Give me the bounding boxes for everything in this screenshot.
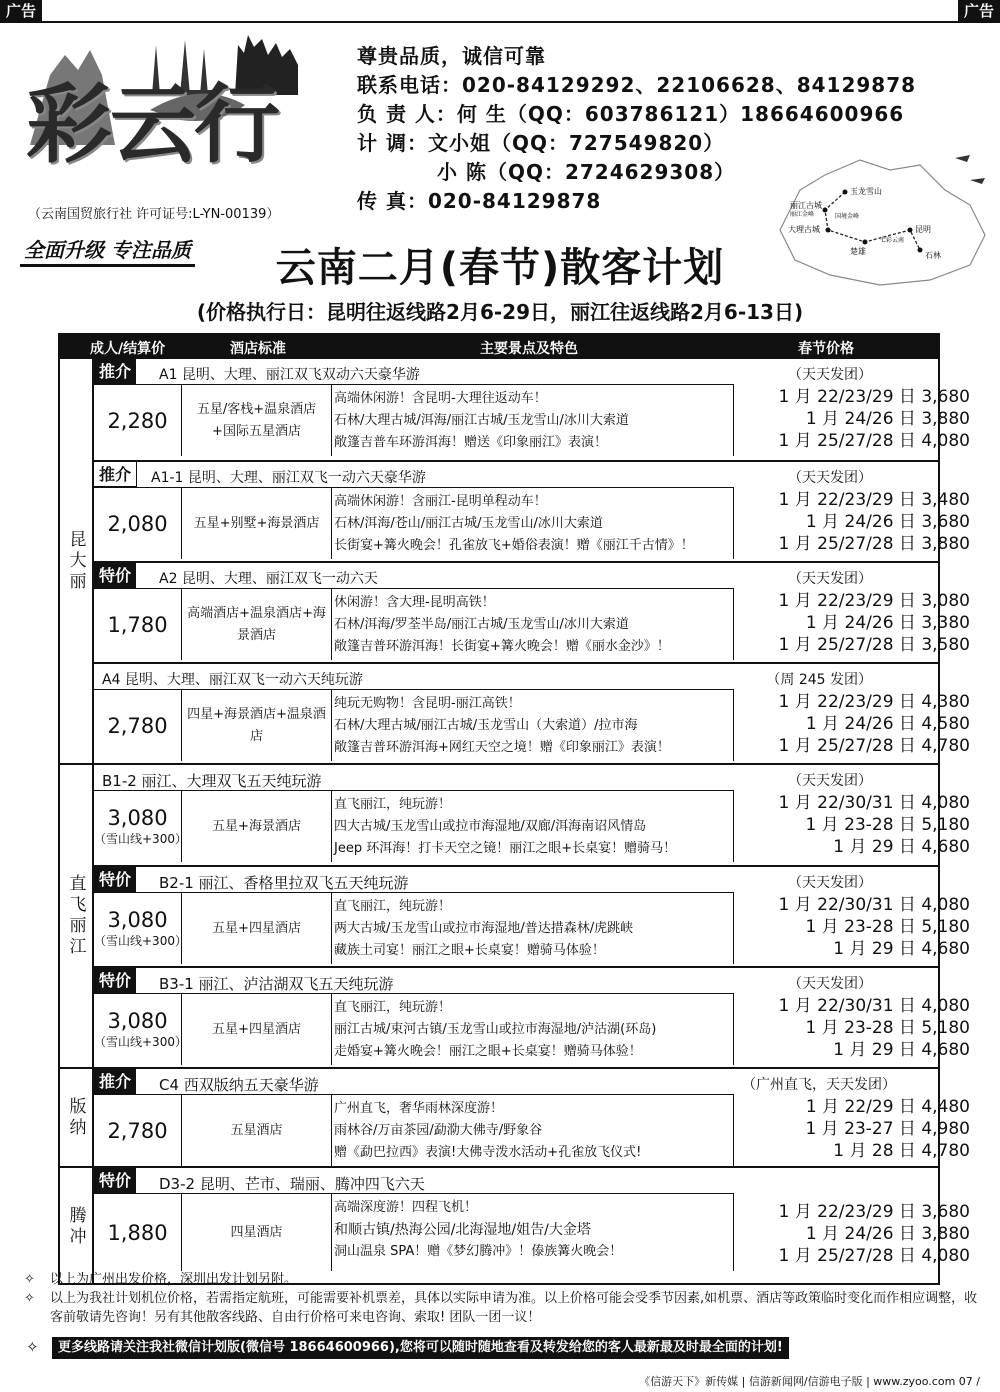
date-price: 1 月 22/23/29 日 3,480 (778, 490, 970, 510)
feature-line: 高端休闲游！含昆明-大理往返动车！ (334, 391, 547, 406)
package-price: 1,880 (107, 1220, 168, 1245)
package-name: A4 昆明、大理、丽江双飞一动六天纯玩游 (102, 672, 363, 688)
package-name: A1 昆明、大理、丽江双飞双动六天豪华游 (159, 367, 420, 383)
coordinator2-line: 小 陈（QQ：2724629308） (437, 160, 736, 184)
date-price: 1 月 23-28 日 5,180 (805, 1018, 970, 1038)
date-price: 1 月 22/30/31 日 4,080 (778, 895, 970, 915)
logo-wordmark: 彩云行 (26, 74, 278, 175)
date-price: 1 月 22/23/29 日 3,080 (778, 591, 970, 611)
license-number: （云南国贸旅行社 许可证号:L-YN-00139） (28, 207, 280, 222)
feature-line: 休闲游！含大理-昆明高铁！ (334, 595, 495, 610)
map-label-dali: 大理古城 (788, 225, 820, 234)
package-price: 2,280 (107, 408, 168, 433)
feature-line: 洞山温泉 SPA！赠《梦幻腾冲》！傣族篝火晚会！ (334, 1244, 623, 1259)
package-hotel: 五星+海景酒店 (182, 791, 332, 862)
package-hotel: 四星+海景酒店+温泉酒店 (182, 690, 332, 761)
feature-line: 雨林谷/万亩茶园/勐泐大佛寺/野象谷 (334, 1123, 543, 1138)
note-item: ✧ 以上为广州出发价格，深圳出发计划另附。 (24, 1272, 298, 1287)
package-badge: 特价 (94, 968, 136, 993)
feature-line: Jeep 环洱海！打卡天空之镜！丽江之眼+长桌宴！赠骑马！ (334, 841, 677, 856)
feature-line: 敞篷吉普车环游洱海！赠送《印象丽江》表演！ (334, 435, 608, 450)
package-hotel: 五星酒店 (182, 1095, 332, 1166)
package-badge: 特价 (94, 1168, 136, 1193)
feature-line: 直飞丽江，纯玩游！ (334, 1000, 452, 1015)
map-label-chuxiong: 楚雄 (850, 247, 866, 256)
package-hotel: 高端酒店+温泉酒店+海景酒店 (182, 589, 332, 660)
date-price: 1 月 22/23/29 日 3,680 (778, 387, 970, 407)
top-rule (0, 21, 1000, 23)
date-price: 1 月 29 日 4,680 (833, 1040, 970, 1060)
date-price: 1 月 22/23/29 日 3,680 (778, 1202, 970, 1222)
region-lijiang-direct: 直飞丽江 (60, 765, 94, 1069)
region-kundali: 昆大丽 (60, 359, 94, 765)
slogan: 全面升级 专注品质 (20, 234, 195, 267)
feature-line: 赠《勐巴拉西》表演!大佛寺泼水活动+孔雀放飞仪式! (334, 1145, 642, 1160)
itinerary-table (58, 333, 970, 1285)
date-price: 1 月 24/26 日 3,880 (805, 409, 970, 429)
fax-line: 传 真：020-84129878 (357, 189, 602, 213)
table-header (60, 335, 940, 359)
date-price: 1 月 23-28 日 5,180 (805, 917, 970, 937)
feature-line: 两大古城/玉龙雪山或拉市海湿地/普达措森林/虎跳峡 (334, 921, 634, 936)
map-label-shilin: 石林 (925, 251, 941, 260)
star-bullet-icon: ✧ (24, 1272, 35, 1287)
package-departure: （天天发团） (788, 976, 872, 992)
date-price: 1 月 25/27/28 日 3,880 (778, 534, 970, 554)
date-price: 1 月 29 日 4,680 (833, 837, 970, 857)
package-departure: （广州直飞，天天发团） (742, 1077, 896, 1093)
page-footer: 《信游天下》新传媒 | 信游新闻网/信游电子版 | www.zyoo.com 07 / (639, 1375, 980, 1388)
feature-line: 高端休闲游！含丽江-昆明单程动车！ (334, 494, 547, 509)
package-departure: （天天发团） (788, 571, 872, 587)
wechat-banner-text: 更多线路请关注我社微信计划版(微信号 18664600966),您将可以随时随地查看及转发给您的客人最新最及时最全面的计划! (52, 1337, 789, 1359)
package-b2-1 (94, 867, 970, 968)
date-price: 1 月 22/23/29 日 4,380 (778, 692, 970, 712)
package-hotel: 五星+四星酒店 (182, 893, 332, 964)
note-item: ✧ 以上为我社计划机位价格，若需指定航班，可能需要补机票差，具体以实际申请为准。以上价格可能会受季节因素,如机票、酒店等政策临时变化而作相应调整，收客前敬请先咨询！另有其他散客线路、自由行价格可来电咨询、索取! 团队一团一议！ (24, 1291, 978, 1325)
package-price: 2,780 (107, 1118, 168, 1143)
package-d3-2 (94, 1168, 970, 1285)
feature-line: 敞篷吉普环游洱海+网红天空之境！赠《印象丽江》表演！ (334, 740, 670, 755)
star-bullet-icon: ✧ (24, 1291, 35, 1306)
date-price: 1 月 22/30/31 日 4,080 (778, 996, 970, 1016)
col-features-header: 主要景点及特色 (480, 341, 578, 357)
feature-line: 直飞丽江，纯玩游！ (334, 899, 452, 914)
package-badge: 推介 (94, 462, 137, 487)
package-name: A2 昆明、大理、丽江双飞一动六天 (159, 571, 378, 587)
date-price: 1 月 24/26 日 4,580 (805, 714, 970, 734)
feature-line: 石林/大理古城/洱海/丽江古城/玉龙雪山/冰川大索道 (334, 413, 629, 428)
date-price: 1 月 22/30/31 日 4,080 (778, 793, 970, 813)
package-name: B1-2 丽江、大理双飞五天纯玩游 (102, 772, 322, 790)
package-a2 (94, 563, 970, 664)
feature-line: 直飞丽江，纯玩游！ (334, 797, 452, 812)
package-price: 3,080 (107, 806, 168, 830)
package-name: D3-2 昆明、芒市、瑞丽、腾冲四飞六天 (159, 1175, 425, 1193)
date-price: 1 月 24/26 日 3,380 (805, 613, 970, 633)
package-a1-1 (94, 462, 970, 563)
package-price: 2,780 (107, 713, 168, 738)
region-tengchong: 腾冲 (60, 1168, 94, 1285)
package-badge: 特价 (94, 563, 136, 588)
feature-line: 丽江古城/束河古镇/玉龙雪山或拉市海湿地/泸沽湖(环岛) (334, 1022, 657, 1037)
feature-line: 长街宴+篝火晚会！孔雀放飞+婚俗表演！赠《丽江千古情》！ (334, 538, 694, 553)
feature-line: 石林/大理古城/丽江古城/玉龙雪山（大索道）/拉市海 (334, 718, 638, 733)
package-price-note: （雪山线+300） (94, 1035, 187, 1049)
date-price: 1 月 29 日 4,680 (833, 939, 970, 959)
date-price: 1 月 25/27/28 日 4,780 (778, 736, 970, 756)
star-bullet-icon: ✧ (26, 1338, 39, 1356)
package-name: B3-1 丽江、泸沽湖双飞五天纯玩游 (159, 975, 394, 993)
package-departure: （天天发团） (788, 470, 872, 486)
package-price: 1,780 (107, 612, 168, 637)
package-badge: 推介 (94, 359, 136, 384)
page-subtitle: (价格执行日：昆明往返线路2月6-29日，丽江往返线路2月6-13日) (196, 300, 804, 324)
package-c4 (94, 1069, 970, 1168)
phone-line: 联系电话：020-84129292、22106628、84129878 (357, 73, 917, 97)
map-label-lijiang: 丽江古城 (790, 201, 822, 210)
package-price-note: （雪山线+300） (94, 934, 187, 948)
package-b3-1 (94, 968, 970, 1069)
col-festival-price-header: 春节价格 (798, 341, 854, 357)
region-banna: 版纳 (60, 1069, 94, 1168)
date-price: 1 月 23-28 日 5,180 (805, 815, 970, 835)
package-name: A1-1 昆明、大理、丽江双飞一动六天豪华游 (151, 470, 426, 486)
package-a1 (94, 359, 970, 462)
package-hotel: 五星+别墅+海景酒店 (182, 488, 332, 559)
map-label-kunming: 昆明 (915, 225, 931, 234)
feature-line: 藏族土司宴！丽江之眼+长桌宴！赠骑马体验！ (334, 943, 605, 958)
package-name: C4 西双版纳五天豪华游 (159, 1076, 319, 1094)
feature-line: 敞篷吉普环游洱海！长街宴+篝火晚会！赠《丽水金沙》！ (334, 639, 670, 654)
ad-tag-right: 广告 (958, 0, 1000, 22)
feature-line: 石林/洱海/罗荃半岛/丽江古城/玉龙雪山/冰川大索道 (334, 617, 629, 632)
package-hotel: 五星/客栈+温泉酒店+国际五星酒店 (182, 385, 332, 456)
tagline: 尊贵品质，诚信可靠 (357, 44, 546, 68)
date-price: 1 月 25/27/28 日 4,080 (778, 431, 970, 451)
feature-line: 走婚宴+篝火晚会！丽江之眼+长桌宴！赠骑马体验！ (334, 1044, 642, 1059)
date-price: 1 月 22/29 日 4,480 (805, 1097, 970, 1117)
map-label-qicai: 七彩云南 (880, 237, 905, 244)
feature-line: 广州直飞，奢华雨林深度游！ (334, 1101, 504, 1116)
package-price: 3,080 (107, 908, 168, 932)
page-title: 云南二月(春节)散客计划 (275, 245, 725, 291)
feature-line: 和顺古镇/热海公园/北海湿地/姐告/大金塔 (334, 1222, 591, 1238)
date-price: 1 月 25/27/28 日 4,080 (778, 1246, 970, 1266)
feature-line: 高端深度游！四程飞机！ (334, 1200, 478, 1215)
notes (22, 1270, 982, 1327)
date-price: 1 月 25/27/28 日 3,580 (778, 635, 970, 655)
package-departure: （天天发团） (788, 773, 872, 789)
package-badge: 推介 (94, 1069, 136, 1094)
package-price: 3,080 (107, 1009, 168, 1033)
package-b1-2 (94, 765, 970, 867)
package-price: 2,080 (107, 511, 168, 536)
package-name: B2-1 丽江、香格里拉双飞五天纯玩游 (159, 874, 409, 892)
coordinator-line: 计 调：文小姐（QQ：727549820） (357, 131, 725, 155)
date-price: 1 月 24/26 日 3,880 (805, 1224, 970, 1244)
ad-tag-left: 广告 (0, 0, 42, 22)
feature-line: 四大古城/玉龙雪山或拉市海湿地/双廊/洱海南诏风情岛 (334, 819, 647, 834)
manager-line: 负 责 人：何 生（QQ：603786121）18664600966 (357, 102, 905, 126)
package-a4 (94, 664, 970, 765)
package-badge: 特价 (94, 867, 136, 892)
col-price-header: 成人/结算价 (90, 341, 166, 357)
feature-line: 石林/洱海/苍山/丽江古城/玉龙雪山/冰川大索道 (334, 516, 603, 531)
package-hotel: 四星酒店 (182, 1194, 332, 1271)
package-departure: （天天发团） (788, 875, 872, 891)
package-hotel: 五星+四星酒店 (182, 994, 332, 1065)
date-price: 1 月 24/26 日 3,680 (805, 512, 970, 532)
map-label-guojing: 国境金峰 (835, 213, 860, 220)
package-price-note: （雪山线+300） (94, 832, 187, 846)
date-price: 1 月 23-27 日 4,980 (805, 1119, 970, 1139)
map-label-yulong: 玉龙雪山 (850, 187, 882, 196)
wechat-banner (24, 1337, 944, 1359)
feature-line: 纯玩无购物！含昆明-丽江高铁！ (334, 696, 521, 711)
map-label-jinfeng: 丽江金峰 (790, 211, 815, 218)
package-departure: （周 245 发团） (766, 672, 872, 688)
col-hotel-header: 酒店标准 (230, 341, 286, 357)
date-price: 1 月 28 日 4,780 (833, 1141, 970, 1161)
package-departure: （天天发团） (788, 367, 872, 383)
